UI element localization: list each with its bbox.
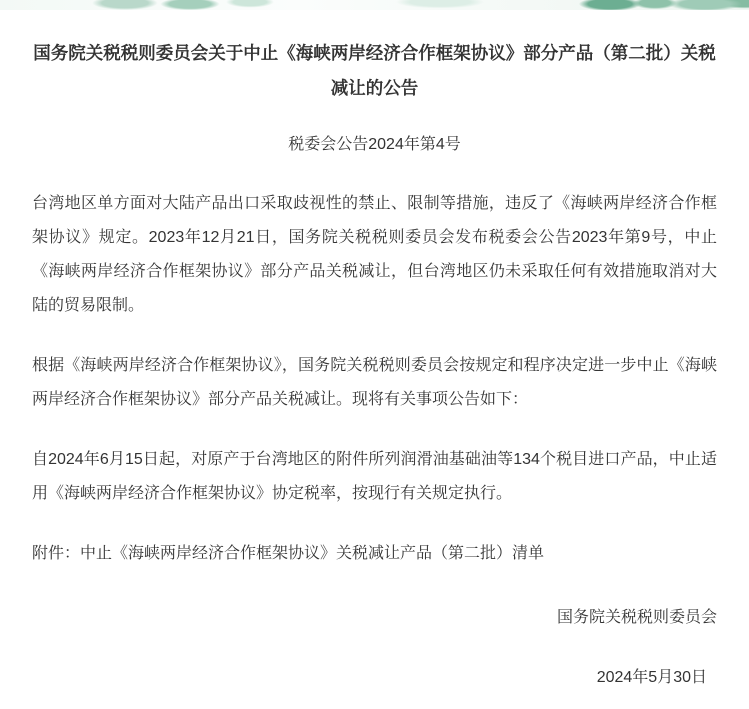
announcement-body xyxy=(0,36,749,688)
attachment-line: 附件：中止《海峡两岸经济合作框架协议》关税减让产品（第二批）清单 xyxy=(32,545,545,562)
issue-date: 2024年5月30日 xyxy=(596,669,707,686)
paragraph-2: 根据《海峡两岸经济合作框架协议》，国务院关税税则委员会按规定和程序决定进一步中止《海峡两岸经济合作框架协议》部分产品关税减让。现将有关事项公告如下： xyxy=(32,357,717,408)
document-number: 税委会公告2024年第4号 xyxy=(288,136,461,153)
paragraph-3: 自2024年6月15日起，对原产于台湾地区的附件所列润滑油基础油等134个税目进口产品，中止适用《海峡两岸经济合作框架协议》协定税率，按现行有关规定执行。 xyxy=(32,451,717,502)
issuer-signature: 国务院关税税则委员会 xyxy=(556,609,717,626)
page-title: 国务院关税税则委员会关于中止《海峡两岸经济合作框架协议》部分产品（第二批）关税减让的公告 xyxy=(33,43,716,98)
paragraph-1: 台湾地区单方面对大陆产品出口采取歧视性的禁止、限制等措施，违反了《海峡两岸经济合作框架协议》规定。2023年12月21日，国务院关税税则委员会发布税委会公告2023年第9号，中止《海峡两岸经济合作框架协议》部分产品关税减让，但台湾地区仍未采取任何有效措施取消对大陆的贸易限制。 xyxy=(32,195,717,314)
watercolor-leaves-banner xyxy=(0,0,749,10)
